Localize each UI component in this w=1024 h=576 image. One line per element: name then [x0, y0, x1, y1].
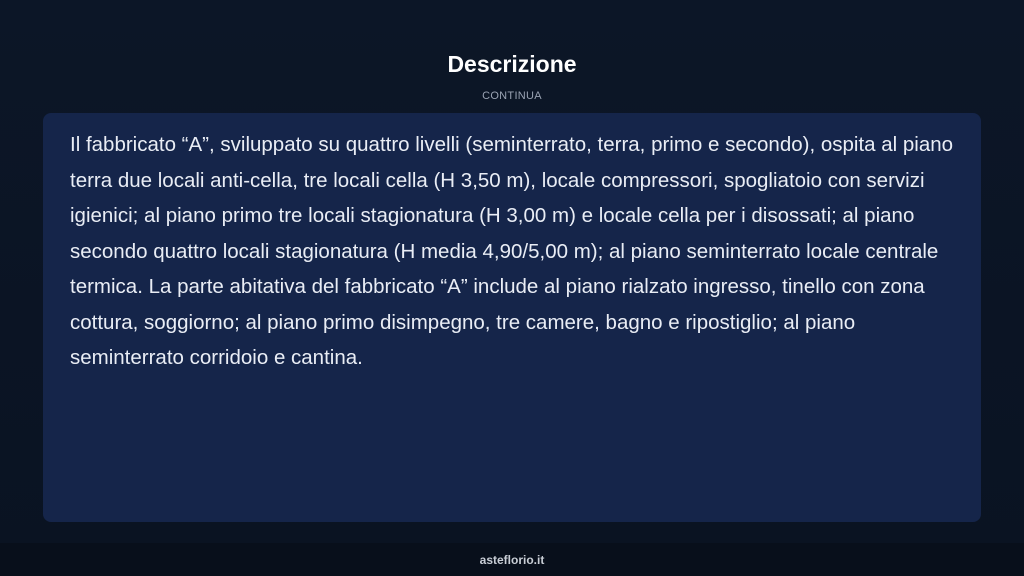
- description-card: [43, 113, 981, 522]
- footer-site-label: asteflorio.it: [479, 553, 545, 567]
- footer-bar: [0, 543, 1024, 576]
- page-title: Descrizione: [447, 51, 577, 77]
- page-subtitle: CONTINUA: [482, 90, 542, 102]
- description-text: Il fabbricato “A”, sviluppato su quattro livelli (seminterrato, terra, primo e secondo), ospita al piano terra due locali anti-cella, tre locali cella (H 3,50 m), locale compressori, spogliatoio con servizi igienici; al piano primo tre locali stagionatura (H 3,00 m) e locale cella per i disossati; al piano secondo quattro locali stagionatura (H media 4,90/5,00 m); al piano seminterrato locale centrale termica. La parte abitativa del fabbricato “A” include al piano rialzato ingresso, tinello con zona cottura, soggiorno; al piano primo disimpegno, tre camere, bagno e ripostiglio; al piano seminterrato corridoio e cantina.: [70, 133, 954, 369]
